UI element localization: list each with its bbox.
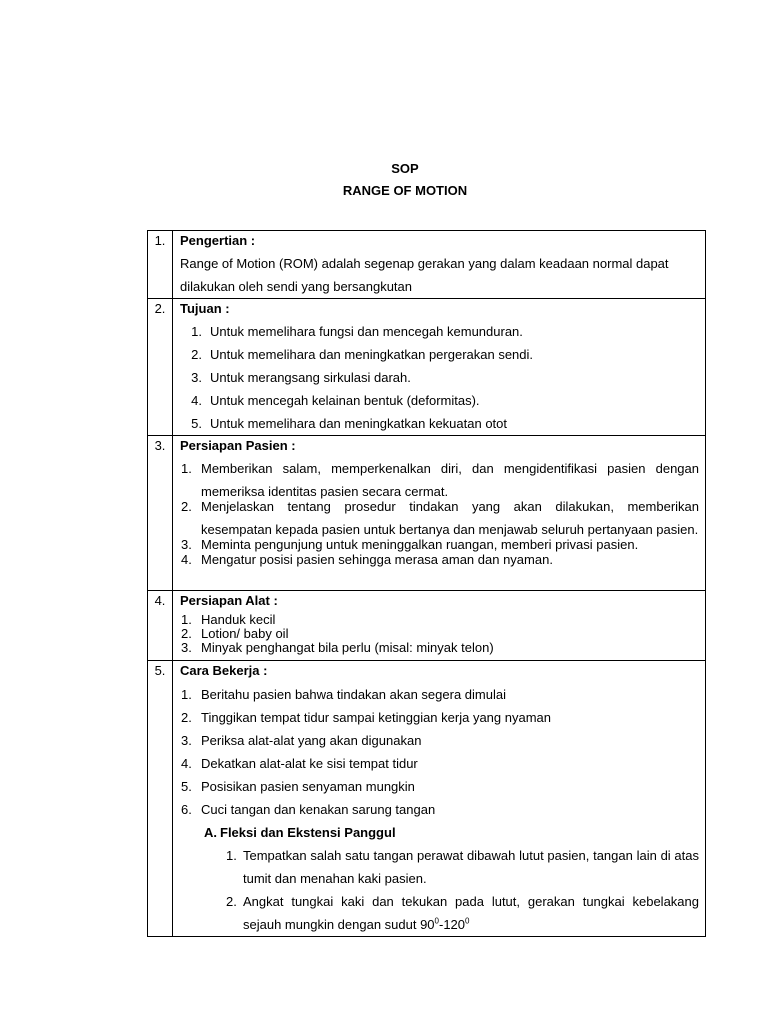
list-item xyxy=(180,613,699,627)
item-number: 2. xyxy=(181,710,192,725)
degree-superscript: 0 xyxy=(465,916,470,926)
patient-prep-list xyxy=(180,453,699,567)
section-heading: Tujuan : xyxy=(180,301,230,316)
table-row xyxy=(148,299,706,436)
degree-superscript: 0 xyxy=(434,916,439,926)
list-item xyxy=(180,683,699,706)
procedure-list xyxy=(180,678,699,821)
list-item xyxy=(180,389,699,412)
row-number: 4. xyxy=(148,591,173,661)
subsection-title: Fleksi dan Ekstensi Panggul xyxy=(220,825,396,840)
list-item xyxy=(180,890,699,936)
row-content xyxy=(173,591,706,661)
row-content xyxy=(173,661,706,937)
item-text: Periksa alat-alat yang akan digunakan xyxy=(201,733,422,748)
list-item xyxy=(180,775,699,798)
document-title: SOP xyxy=(391,161,419,176)
item-number: 4. xyxy=(181,552,192,567)
item-number: 5. xyxy=(191,416,202,431)
subsection-heading xyxy=(180,821,699,844)
list-item xyxy=(180,412,699,435)
item-number: 4. xyxy=(181,756,192,771)
item-number: 3. xyxy=(181,733,192,748)
item-text: Menjelaskan tentang prosedur tindakan yang akan dilakukan, memberikan kesempatan kepada pasien untuk bertanya dan menjawab seluruh pertanyaan pasien. xyxy=(201,499,699,537)
item-text: Untuk memelihara fungsi dan mencegah kemunduran. xyxy=(210,324,523,339)
list-item xyxy=(180,537,699,552)
item-number: 1. xyxy=(181,612,192,627)
document-subtitle: RANGE OF MOTION xyxy=(342,183,468,198)
item-text: Untuk merangsang sirkulasi darah. xyxy=(210,370,411,385)
item-text: Beritahu pasien bahwa tindakan akan segera dimulai xyxy=(201,687,506,702)
item-text: Posisikan pasien senyaman mungkin xyxy=(201,779,415,794)
row-content xyxy=(173,436,706,591)
item-text: Tempatkan salah satu tangan perawat dibawah lutut pasien, tangan lain di atas tumit dan menahan kaki pasien. xyxy=(243,848,699,886)
section-heading: Cara Bekerja : xyxy=(180,663,268,678)
row-number: 3. xyxy=(148,436,173,591)
item-number: 3. xyxy=(181,640,192,655)
list-item xyxy=(180,343,699,366)
list-item xyxy=(180,752,699,775)
step-text: Angkat tungkai kaki dan tekukan pada lutut, gerakan tungkai kebelakang sejauh mungkin dengan sudut 90 xyxy=(243,894,699,932)
item-number: 2. xyxy=(191,347,202,362)
list-item xyxy=(180,844,699,890)
item-number: 5. xyxy=(181,779,192,794)
item-number: 2. xyxy=(181,499,192,514)
item-text: Dekatkan alat-alat ke sisi tempat tidur xyxy=(201,756,418,771)
section-heading: Pengertian : xyxy=(180,233,256,248)
item-text: Mengatur posisi pasien sehingga merasa aman dan nyaman. xyxy=(201,552,553,567)
step-text-range: -120 xyxy=(439,917,466,932)
row-content xyxy=(173,299,706,436)
list-item xyxy=(180,798,699,821)
table-row xyxy=(148,436,706,591)
item-text: Memberikan salam, memperkenalkan diri, dan mengidentifikasi pasien dengan memeriksa identitas pasien secara cermat. xyxy=(201,461,699,499)
item-number: 1. xyxy=(191,324,202,339)
item-number: 2. xyxy=(226,894,237,909)
sop-table xyxy=(147,230,706,937)
item-number: 4. xyxy=(191,393,202,408)
item-number: 6. xyxy=(181,802,192,817)
list-item xyxy=(180,641,699,655)
item-text: Lotion/ baby oil xyxy=(201,626,289,641)
item-text: Handuk kecil xyxy=(201,612,276,627)
list-item xyxy=(180,366,699,389)
definition-text: Range of Motion (ROM) adalah segenap gerakan yang dalam keadaan normal dapat dilakukan oleh sendi yang bersangkutan xyxy=(180,256,669,294)
table-row xyxy=(148,661,706,937)
row-number: 5. xyxy=(148,661,173,937)
item-text: Untuk mencegah kelainan bentuk (deformitas). xyxy=(210,393,480,408)
table-row xyxy=(148,231,706,299)
row-content xyxy=(173,231,706,299)
item-text: Tinggikan tempat tidur sampai ketinggian kerja yang nyaman xyxy=(201,710,551,725)
goals-list xyxy=(180,316,699,435)
item-text: Meminta pengunjung untuk meninggalkan ruangan, memberi privasi pasien. xyxy=(201,537,639,552)
subsection-letter: A. xyxy=(204,825,217,840)
section-heading: Persiapan Alat : xyxy=(180,593,278,608)
item-number: 1. xyxy=(181,461,192,476)
list-item xyxy=(180,627,699,641)
item-number: 3. xyxy=(191,370,202,385)
item-number: 3. xyxy=(181,537,192,552)
item-text: Untuk memelihara dan meningkatkan kekuatan otot xyxy=(210,416,508,431)
list-item xyxy=(180,729,699,752)
section-heading: Persiapan Pasien : xyxy=(180,438,296,453)
row-number: 2. xyxy=(148,299,173,436)
list-item xyxy=(180,495,699,541)
hip-flexion-steps xyxy=(180,844,699,936)
list-item xyxy=(180,706,699,729)
item-text: Minyak penghangat bila perlu (misal: minyak telon) xyxy=(201,640,494,655)
tools-list xyxy=(180,608,699,655)
table-row xyxy=(148,591,706,661)
list-item xyxy=(180,552,699,567)
item-number: 2. xyxy=(181,626,192,641)
item-text: Untuk memelihara dan meningkatkan pergerakan sendi. xyxy=(210,347,534,362)
item-number: 1. xyxy=(181,687,192,702)
row-number: 1. xyxy=(148,231,173,299)
item-text: Cuci tangan dan kenakan sarung tangan xyxy=(201,802,436,817)
list-item xyxy=(180,320,699,343)
item-number: 1. xyxy=(226,848,237,863)
item-text xyxy=(243,890,699,936)
